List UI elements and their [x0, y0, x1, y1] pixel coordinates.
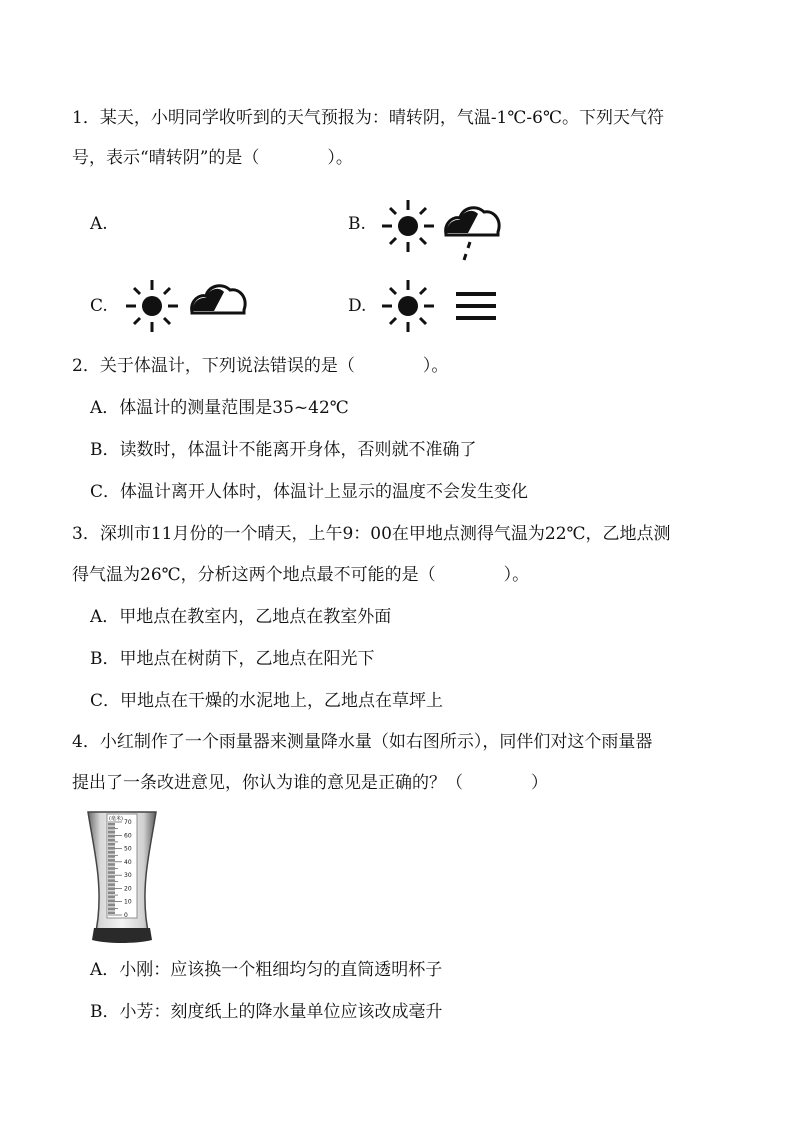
q1-option-a: A. — [90, 214, 108, 234]
scale-tick-50: 50 — [124, 845, 132, 853]
scale-tick-60: 60 — [124, 832, 132, 840]
scale-tick-20: 20 — [124, 885, 132, 893]
q4-stem-line1: 4．小红制作了一个雨量器来测量降水量（如右图所示），同伴们对这个雨量器 — [72, 732, 653, 752]
q1-stem-line1: 1．某天，小明同学收听到的天气预报为：晴转阴，气温-1℃-6℃。下列天气符 — [72, 108, 664, 128]
q1-option-d: D. — [348, 296, 367, 316]
q1-option-b: B. — [348, 214, 366, 234]
q2-stem: 2．关于体温计，下列说法错误的是（ ）。 — [72, 356, 449, 376]
scale-tick-40: 40 — [124, 858, 132, 866]
q3-option-c: C．甲地点在干燥的水泥地上，乙地点在草坪上 — [90, 691, 444, 711]
sun-icon — [122, 278, 182, 334]
q1-stem-line2: 号，表示“晴转阴”的是（ ）。 — [72, 148, 353, 168]
q4-option-b: B．小芳：刻度纸上的降水量单位应该改成毫升 — [90, 1002, 443, 1022]
q4-stem-line2: 提出了一条改进意见，你认为谁的意见是正确的？（ ） — [72, 773, 548, 793]
q1-option-c: C. — [90, 296, 108, 316]
scale-tick-30: 30 — [124, 872, 132, 880]
cloud-rain-icon — [442, 202, 504, 262]
scale-tick-0: 0 — [124, 912, 128, 919]
sun-icon — [378, 198, 438, 254]
q4-option-a: A．小刚：应该换一个粗细均匀的直筒透明杯子 — [90, 960, 443, 980]
cloud-icon — [188, 278, 250, 318]
q3-option-b: B．甲地点在树荫下，乙地点在阳光下 — [90, 649, 375, 669]
q2-option-c: C．体温计离开人体时，体温计上显示的温度不会发生变化 — [90, 482, 529, 502]
q2-option-b: B．读数时，体温计不能离开身体，否则就不准确了 — [90, 440, 477, 460]
scale-unit: (毫米) — [109, 816, 123, 822]
q3-stem-line1: 3．深圳市11月份的一个晴天，上午9：00在甲地点测得气温为22℃，乙地点测 — [72, 524, 671, 544]
fog-icon — [452, 290, 500, 324]
sun-icon — [378, 278, 438, 334]
q2-option-a: A．体温计的测量范围是35~42℃ — [90, 398, 349, 418]
rain-gauge-figure — [86, 810, 158, 944]
scale-tick-70: 70 — [124, 819, 132, 826]
q3-option-a: A．甲地点在教室内，乙地点在教室外面 — [90, 607, 392, 627]
scale-tick-10: 10 — [124, 898, 132, 906]
q3-stem-line2: 得气温为26℃，分析这两个地点最不可能的是（ ）。 — [72, 565, 530, 585]
